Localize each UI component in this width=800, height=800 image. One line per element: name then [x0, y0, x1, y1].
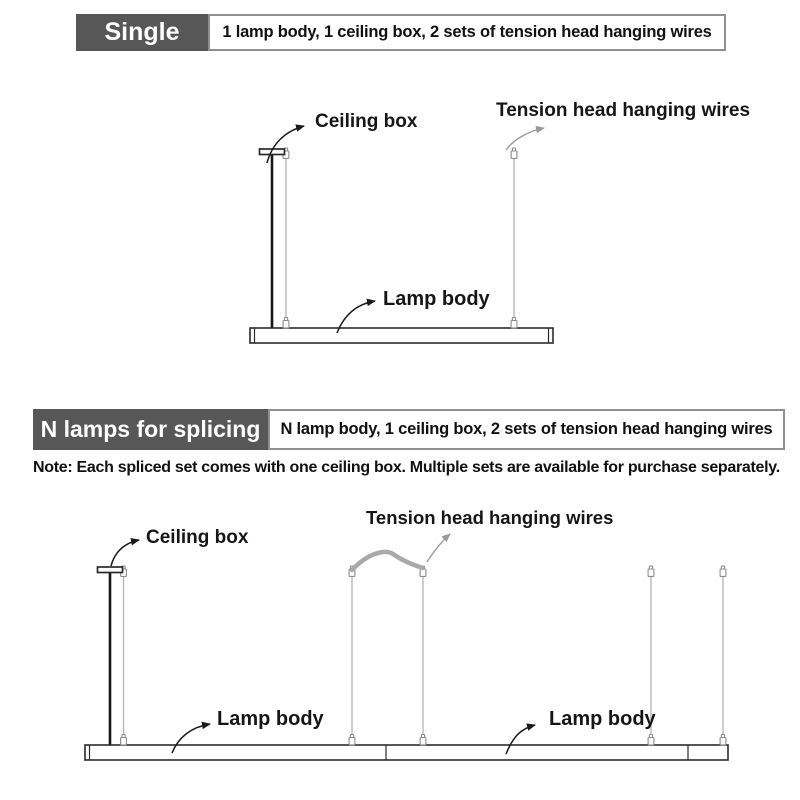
single-header: [76, 14, 726, 51]
tension-head-icon: [648, 735, 654, 745]
splicing-note: Note: Each spliced set comes with one ceiling box. Multiple sets are available for purchase separately.: [33, 459, 780, 476]
single-header-description: 1 lamp body, 1 ceiling box, 2 sets of tension head hanging wires: [208, 14, 726, 51]
lamp-body-bar: [250, 328, 553, 343]
tension-wires-arrow: [427, 534, 450, 562]
splicing-tension-wires-label: Tension head hanging wires: [366, 507, 614, 528]
tension-head-icon: [720, 735, 726, 745]
tension-head-icon: [511, 148, 517, 158]
tension-head-icon: [420, 735, 426, 745]
single-header-title: Single: [76, 14, 208, 51]
tension-head-icon: [121, 735, 127, 745]
splicing-header-description: N lamp body, 1 ceiling box, 2 sets of tension head hanging wires: [268, 409, 785, 450]
splicing-header: [33, 409, 785, 450]
tension-wires-arrow: [506, 128, 544, 150]
wires-brace: [352, 552, 423, 570]
ceiling-box-graphic: [98, 567, 123, 573]
splicing-lamp-body-right-label: Lamp body: [549, 708, 656, 730]
splicing-ceiling-box-label: Ceiling box: [146, 527, 249, 548]
tension-head-icon: [720, 566, 726, 576]
single-tension-wires-label: Tension head hanging wires: [496, 100, 751, 121]
tension-head-icon: [511, 318, 517, 328]
tension-head-icon: [648, 566, 654, 576]
single-lamp-body-label: Lamp body: [383, 288, 490, 310]
single-ceiling-box-label: Ceiling box: [315, 111, 418, 132]
lamp-body-bar: [85, 745, 728, 760]
splicing-header-title: N lamps for splicing: [33, 409, 268, 450]
tension-head-icon: [283, 318, 289, 328]
splicing-lamp-body-left-label: Lamp body: [217, 708, 324, 730]
ceiling-box-arrow: [111, 540, 139, 566]
tension-head-icon: [349, 735, 355, 745]
